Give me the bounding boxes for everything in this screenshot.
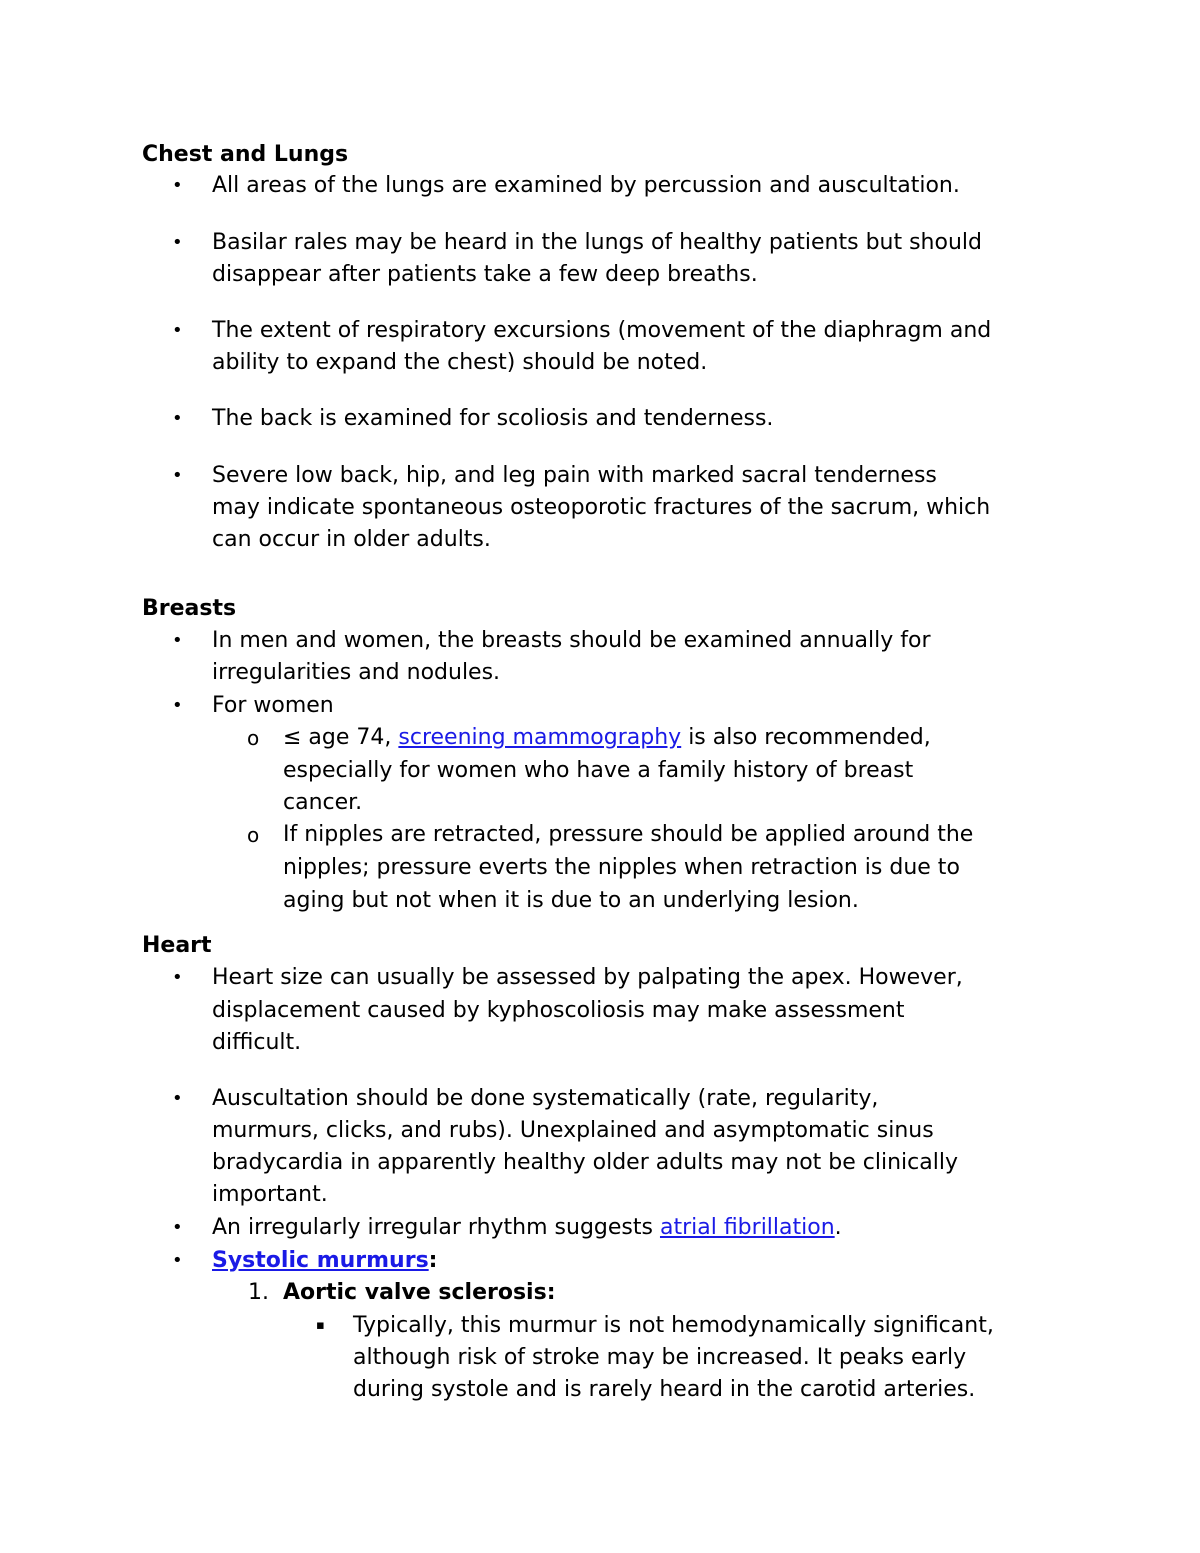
square-bullet-icon: ▪ (316, 1318, 325, 1333)
list-number: 1. (248, 1280, 269, 1305)
section-heading-heart: Heart (142, 933, 212, 958)
list-item: Heart size can usually be assessed by palpating the apex. However, (212, 965, 963, 990)
item-text: . (834, 1215, 842, 1240)
list-item: Severe low back, hip, and leg pain with marked sacral tenderness (212, 463, 937, 488)
sub-list-item (283, 722, 931, 755)
list-item: The back is examined for scoliosis and tenderness. (212, 406, 774, 431)
circle-bullet-icon: o (247, 726, 260, 750)
list-item-line: irregularities and nodules. (212, 660, 501, 685)
sub-item-text: is also recommended, (681, 725, 931, 750)
list-item: In men and women, the breasts should be examined annually for (212, 628, 931, 653)
list-item-line: important. (212, 1182, 328, 1207)
sub-list-item-line: especially for women who have a family history of breast (283, 758, 914, 783)
bullet-icon: • (172, 320, 183, 341)
bullet-icon: • (172, 408, 183, 429)
list-item-line: can occur in older adults. (212, 527, 491, 552)
list-item: Basilar rales may be heard in the lungs of healthy patients but should (212, 230, 982, 255)
list-item-line: may indicate spontaneous osteoporotic fractures of the sacrum, which (212, 495, 991, 520)
bullet-icon: • (172, 175, 183, 196)
bullet-icon: • (172, 1088, 183, 1109)
list-item-line: murmurs, clicks, and rubs). Unexplained and asymptomatic sinus (212, 1118, 934, 1143)
list-item-line: ability to expand the chest) should be noted. (212, 350, 708, 375)
bullet-icon: • (172, 630, 183, 651)
list-item-line: bradycardia in apparently healthy older adults may not be clinically (212, 1150, 958, 1175)
atrial-fibrillation-link[interactable]: atrial fibrillation (659, 1215, 835, 1240)
numbered-item-title: Aortic valve sclerosis: (283, 1280, 556, 1305)
list-item (212, 1245, 437, 1278)
detail-item-line: during systole and is rarely heard in the carotid arteries. (353, 1377, 976, 1402)
bullet-icon: • (172, 1250, 183, 1271)
item-text: : (428, 1248, 438, 1273)
list-item: All areas of the lungs are examined by percussion and auscultation. (212, 173, 960, 198)
detail-item-line: although risk of stroke may be increased. It peaks early (353, 1345, 967, 1370)
bullet-icon: • (172, 695, 183, 716)
sub-list-item-line: aging but not when it is due to an underlying lesion. (283, 888, 859, 913)
list-item: The extent of respiratory excursions (movement of the diaphragm and (212, 318, 992, 343)
systolic-murmurs-link[interactable]: Systolic murmurs (212, 1248, 429, 1273)
section-heading-chest: Chest and Lungs (142, 142, 349, 167)
section-heading-breasts: Breasts (142, 596, 237, 621)
sub-list-item-line: nipples; pressure everts the nipples when retraction is due to (283, 855, 960, 880)
list-item-line: displacement caused by kyphoscoliosis may make assessment (212, 998, 905, 1023)
list-item: For women (212, 693, 334, 718)
sub-list-item: If nipples are retracted, pressure should be applied around the (283, 822, 974, 847)
bullet-icon: • (172, 465, 183, 486)
sub-list-item-line: cancer. (283, 790, 363, 815)
bullet-icon: • (172, 1217, 183, 1238)
detail-item: Typically, this murmur is not hemodynamically significant, (353, 1313, 994, 1338)
list-item-line: disappear after patients take a few deep breaths. (212, 262, 758, 287)
circle-bullet-icon: o (247, 823, 260, 847)
bullet-icon: • (172, 232, 183, 253)
list-item-line: difficult. (212, 1030, 302, 1055)
list-item (212, 1212, 842, 1245)
screening-mammography-link[interactable]: screening mammography (398, 725, 682, 750)
item-text: An irregularly irregular rhythm suggests (212, 1215, 660, 1240)
sub-item-text: ≤ age 74, (283, 725, 399, 750)
bullet-icon: • (172, 967, 183, 988)
list-item: Auscultation should be done systematically (rate, regularity, (212, 1086, 879, 1111)
